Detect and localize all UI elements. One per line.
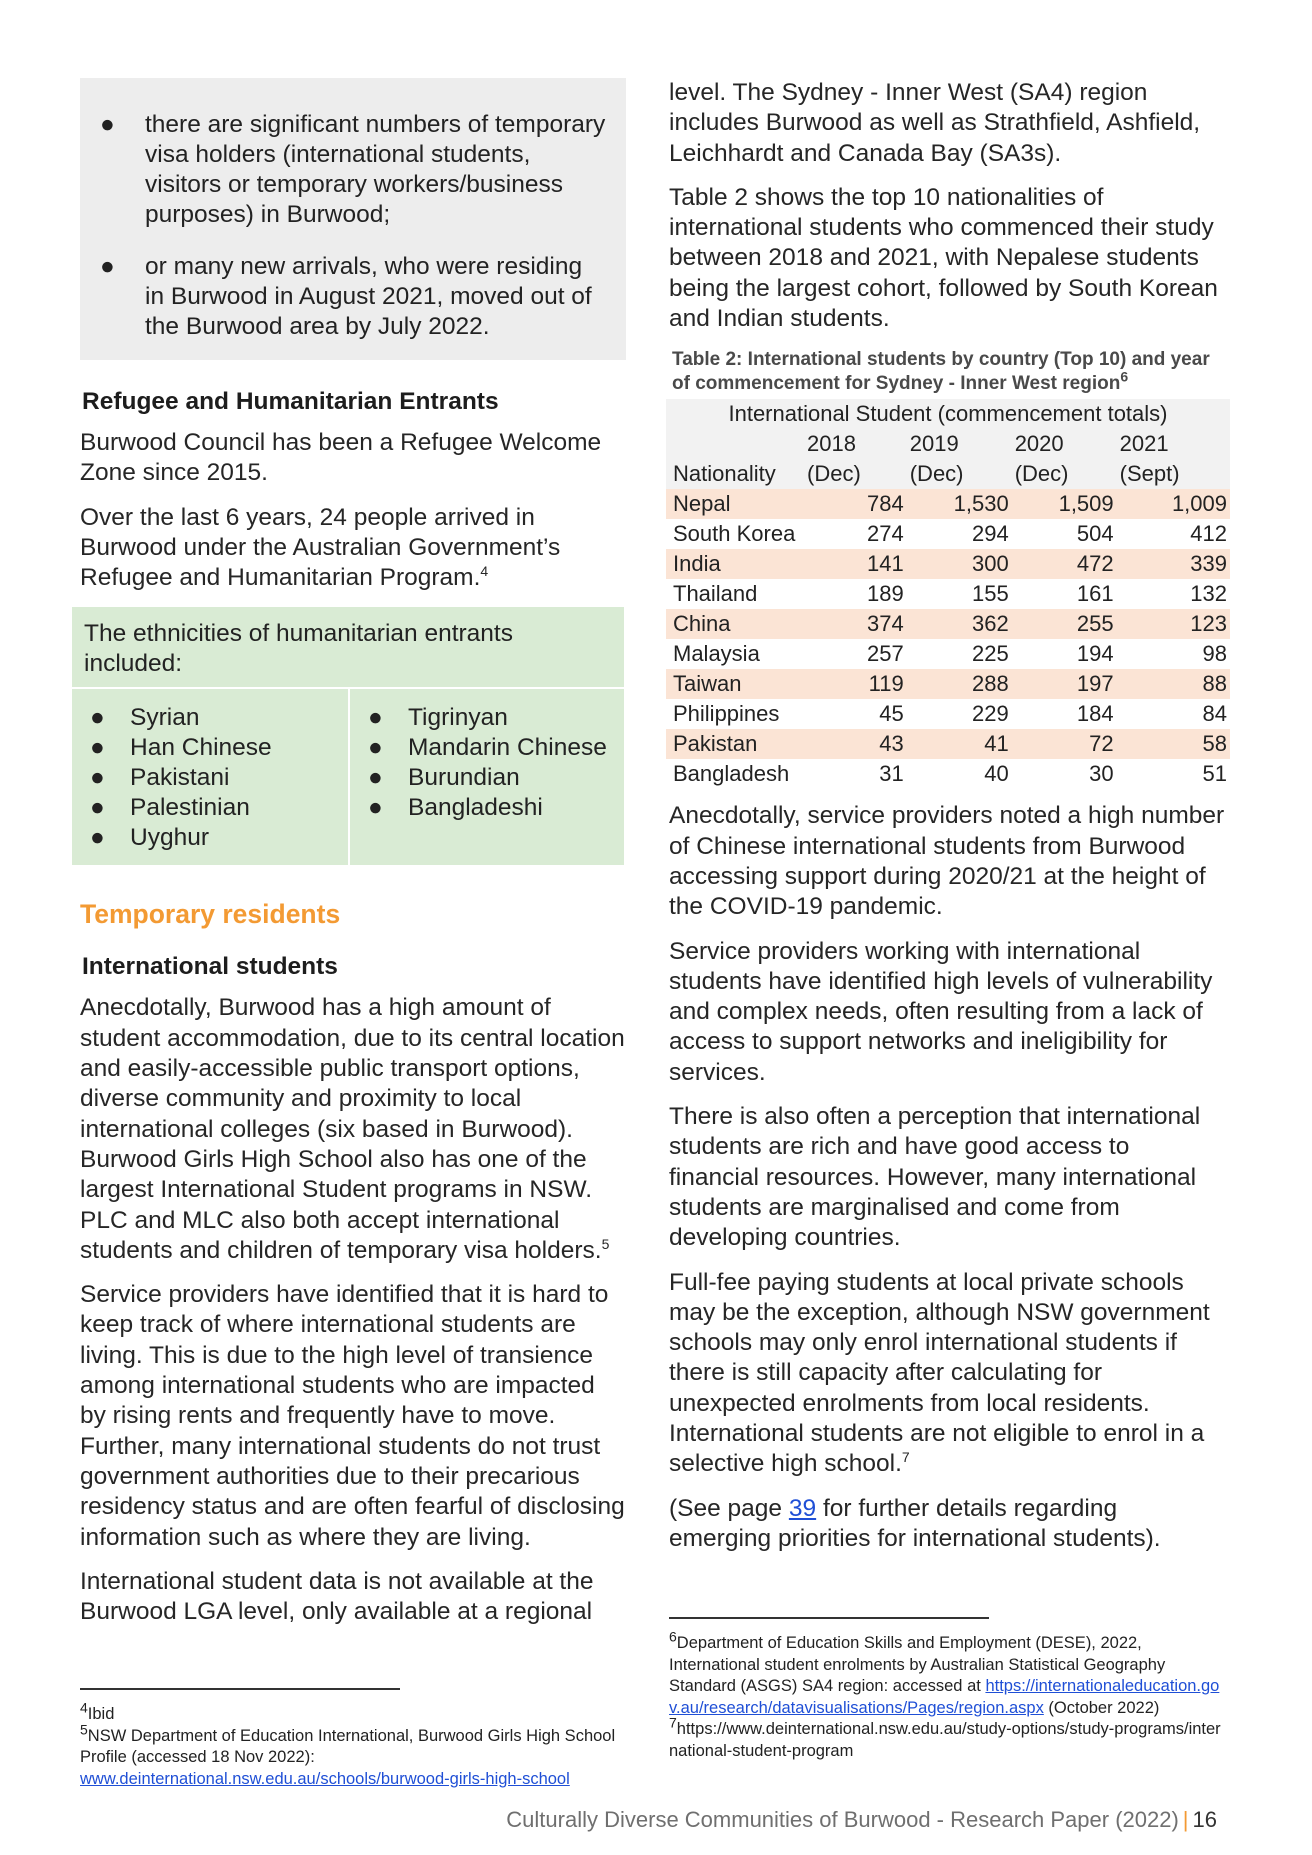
refugee-paragraph-2: Over the last 6 years, 24 people arrived in Burwood under the Australian Government’s Refugee and Humanitarian Program.$^4$ <box>80 503 561 592</box>
nationality-cell: Nepal <box>666 489 804 519</box>
footnote-6: $^6$Department of Education Skills and Employment (DESE), 2022, International student enrolments by Australian Statistical Geography Standard (ASGS) SA4 region: accessed at https://internationaleducation.gov.au/research/datavisualisations/Pages/region.aspx (October 2022) <box>669 1628 1220 1717</box>
value-cell: 141 <box>804 549 907 579</box>
value-cell: 84 <box>1202 701 1227 727</box>
value-cell: 155 <box>971 581 1009 607</box>
right-paragraph-1: level. The Sydney - Inner West (SA4) region includes Burwood as well as Strathfield, Ashfield, Leichhardt and Canada Bay (SA3s). <box>669 79 1201 167</box>
refugee-heading: Refugee and Humanitarian Entrants <box>82 388 499 415</box>
page-number: 16 <box>1192 1807 1217 1832</box>
value-cell: 374 <box>804 609 907 639</box>
intl-paragraph-2: Service providers have identified that it is hard to keep track of where international students are living. This is due to the high level of transience among international students who are impacted by rising rents and frequently have to move. Further, many international students do not trust government authorities due to their precarious residency status and are often fearful of disclosing information such as where they are living. <box>80 1281 625 1551</box>
left-footnotes <box>80 1688 640 1790</box>
bullet-icon: ● <box>368 794 383 822</box>
value-cell: 41 <box>907 729 1012 759</box>
value-cell: 294 <box>971 521 1009 547</box>
right-paragraph-6: Full-fee paying students at local private schools may be the exception, although NSW government schools may only enrol international students if there is still capacity after calculating for unexpected enrolments from local residents. International students are not eligible to enrol in a selective high school.$^7$ <box>669 1268 1210 1478</box>
page-link[interactable]: 39 <box>788 1494 817 1522</box>
value-cell: 300 <box>907 549 1012 579</box>
table-row <box>666 759 1230 789</box>
value-cell: 504 <box>1076 521 1114 547</box>
bullet-icon: ● <box>90 824 105 852</box>
ethnicities-list-2 <box>348 689 624 865</box>
list-item: ● or many new arrivals, who were residing in Burwood in August 2021, moved out of the Burwood area by July 2022. <box>100 253 592 340</box>
bullet-icon: ● <box>100 111 115 138</box>
footnote-6-link[interactable]: https://internationaleducation.gov.au/research/datavisualisations/Pages/region.aspx <box>669 1677 1220 1717</box>
nationality-cell: Bangladesh <box>673 761 790 787</box>
value-cell: 58 <box>1117 729 1230 759</box>
table-row <box>666 549 1230 579</box>
ethnicities-list-1 <box>72 689 348 865</box>
value-cell: 255 <box>1012 609 1117 639</box>
list-item: ● Bangladeshi <box>368 794 543 822</box>
right-paragraph-7: (See page 39 for further details regarding emerging priorities for international students). <box>669 1494 1161 1552</box>
right-paragraph-4: Service providers working with international students have identified high levels of vulnerability and complex needs, often resulting from a lack of access to support networks and ineligibility for services. <box>669 937 1213 1086</box>
nationality-cell: South Korea <box>673 521 796 547</box>
ethnicities-lists <box>72 689 624 865</box>
value-cell: 274 <box>867 521 904 547</box>
list-item: ● Syrian <box>90 704 200 732</box>
bullet-icon: ● <box>90 704 105 732</box>
footnote-divider <box>80 1688 400 1690</box>
nationality-cell: Pakistan <box>666 729 804 759</box>
value-cell: 30 <box>1089 761 1114 787</box>
table-row <box>666 519 1230 549</box>
nationality-cell: Taiwan <box>666 669 804 699</box>
table-row <box>666 699 1230 729</box>
right-paragraph-5: There is also often a perception that international students are rich and have good access to financial resources. However, many international students are marginalised and come from developing countries. <box>669 1103 1201 1252</box>
list-item: ● Burundian <box>368 764 520 792</box>
value-cell: 31 <box>879 761 904 787</box>
value-cell: 1,530 <box>907 489 1012 519</box>
value-cell: 412 <box>1190 521 1227 547</box>
international-students-table <box>666 399 1230 789</box>
footer-title: Culturally Diverse Communities of Burwood - Research Paper (2022) <box>506 1807 1179 1832</box>
list-item: ● Tigrinyan <box>368 704 508 732</box>
bullet-icon: ● <box>90 764 105 792</box>
bullet-icon: ● <box>100 253 115 280</box>
intl-paragraph-3: International student data is not available at the Burwood LGA level, only available at a regional <box>80 1567 594 1626</box>
table-caption: Table 2: International students by country (Top 10) and year of commencement for Sydney - Inner West region$^6$ <box>672 349 1210 394</box>
table-row <box>666 489 1230 519</box>
list-item: ● there are significant numbers of temporary visa holders (international students, visitors or temporary workers/business purposes) in Burwood; <box>100 111 606 228</box>
table-body <box>666 489 1230 789</box>
footnote-ref: 6 <box>1120 368 1129 385</box>
value-cell: 123 <box>1117 609 1230 639</box>
bullet-icon: ● <box>368 704 383 732</box>
grey-bullet-list <box>100 110 606 342</box>
table-row <box>666 729 1230 759</box>
value-cell: 88 <box>1117 669 1230 699</box>
nationality-cell: Thailand <box>673 581 758 607</box>
table-row <box>666 579 1230 609</box>
list-item: ● Han Chinese <box>90 734 272 762</box>
footnote-divider <box>669 1617 989 1619</box>
value-cell: 257 <box>867 641 904 667</box>
value-cell: 1,009 <box>1117 489 1230 519</box>
page-footer <box>506 1807 1217 1833</box>
value-cell: 225 <box>971 641 1009 667</box>
left-column <box>80 78 626 1641</box>
footer-separator: | <box>1182 1807 1189 1832</box>
value-cell: 119 <box>804 669 907 699</box>
nationality-cell: Malaysia <box>673 641 760 667</box>
footnote-4: $^4$Ibid <box>80 1699 115 1723</box>
value-cell: 72 <box>1012 729 1117 759</box>
value-cell: 784 <box>804 489 907 519</box>
footnote-7: $^7$https://www.deinternational.nsw.edu.au/study-options/study-programs/international-student-program <box>669 1714 1221 1760</box>
value-cell: 161 <box>1076 581 1114 607</box>
right-column <box>669 78 1225 1568</box>
value-cell: 184 <box>1076 701 1114 727</box>
right-paragraph-2: Table 2 shows the top 10 nationalities of international students who commenced their study between 2018 and 2021, with Nepalese students being the largest cohort, followed by South Korean and Indian students. <box>669 183 1218 333</box>
international-students-heading: International students <box>82 953 338 981</box>
bullet-icon: ● <box>90 794 105 822</box>
table-super-header: International Student (commencement totals) <box>666 399 1230 429</box>
value-cell: 339 <box>1117 549 1230 579</box>
ethnicities-heading: The ethnicities of humanitarian entrants included: <box>72 607 624 689</box>
list-item: ● Mandarin Chinese <box>368 734 607 762</box>
bullet-icon: ● <box>90 734 105 762</box>
footnote-ref: 5 <box>601 1235 610 1252</box>
table-year-header: 2018 2019 2020 2021 <box>666 429 1230 459</box>
value-cell: 197 <box>1012 669 1117 699</box>
grey-callout-box <box>80 78 626 360</box>
value-cell: 40 <box>984 761 1009 787</box>
list-item: ● Palestinian <box>90 794 250 822</box>
nationality-cell: Philippines <box>673 701 780 727</box>
footnote-5: $^5$NSW Department of Education International, Burwood Girls High School Profile (accessed 18 Nov 2022): www.deinternational.nsw.edu.au/schools/burwood-girls-high-school <box>80 1721 616 1788</box>
right-paragraph-3: Anecdotally, service providers noted a high number of Chinese international students from Burwood accessing support during 2020/21 at the height of the COVID-19 pandemic. <box>669 802 1225 921</box>
value-cell: 288 <box>907 669 1012 699</box>
nationality-cell: India <box>666 549 804 579</box>
intl-paragraph-1: Anecdotally, Burwood has a high amount of student accommodation, due to its central location and easily-accessible public transport options, diverse community and proximity to local international colleges (six based in Burwood). Burwood Girls High School also has one of the largest International Student programs in NSW. PLC and MLC also both accept international students and children of temporary visa holders.$^5$ <box>80 994 625 1264</box>
value-cell: 98 <box>1202 641 1227 667</box>
footnote-5-link[interactable]: www.deinternational.nsw.edu.au/schools/burwood-girls-high-school <box>80 1769 570 1788</box>
table-row <box>666 669 1230 699</box>
refugee-paragraph-1: Burwood Council has been a Refugee Welcome Zone since 2015. <box>80 429 602 487</box>
footnote-ref: 7 <box>901 1449 910 1466</box>
value-cell: 43 <box>804 729 907 759</box>
value-cell: 51 <box>1202 761 1227 787</box>
value-cell: 362 <box>907 609 1012 639</box>
value-cell: 132 <box>1190 581 1227 607</box>
footnote-ref: 4 <box>480 563 489 580</box>
table-row <box>666 639 1230 669</box>
temporary-residents-heading: Temporary residents <box>80 899 341 930</box>
right-footnotes <box>669 1617 1229 1762</box>
ethnicities-box <box>72 607 624 865</box>
value-cell: 229 <box>971 701 1009 727</box>
table-period-header: Nationality (Dec) (Dec) (Dec) (Sept) <box>666 459 1230 489</box>
value-cell: 45 <box>879 701 904 727</box>
value-cell: 194 <box>1076 641 1114 667</box>
value-cell: 1,509 <box>1012 489 1117 519</box>
value-cell: 189 <box>867 581 904 607</box>
list-item: ● Pakistani <box>90 764 230 792</box>
table-row <box>666 609 1230 639</box>
value-cell: 472 <box>1012 549 1117 579</box>
bullet-icon: ● <box>368 734 383 762</box>
list-item: ● Uyghur <box>90 824 209 852</box>
nationality-cell: China <box>666 609 804 639</box>
bullet-icon: ● <box>368 764 383 792</box>
